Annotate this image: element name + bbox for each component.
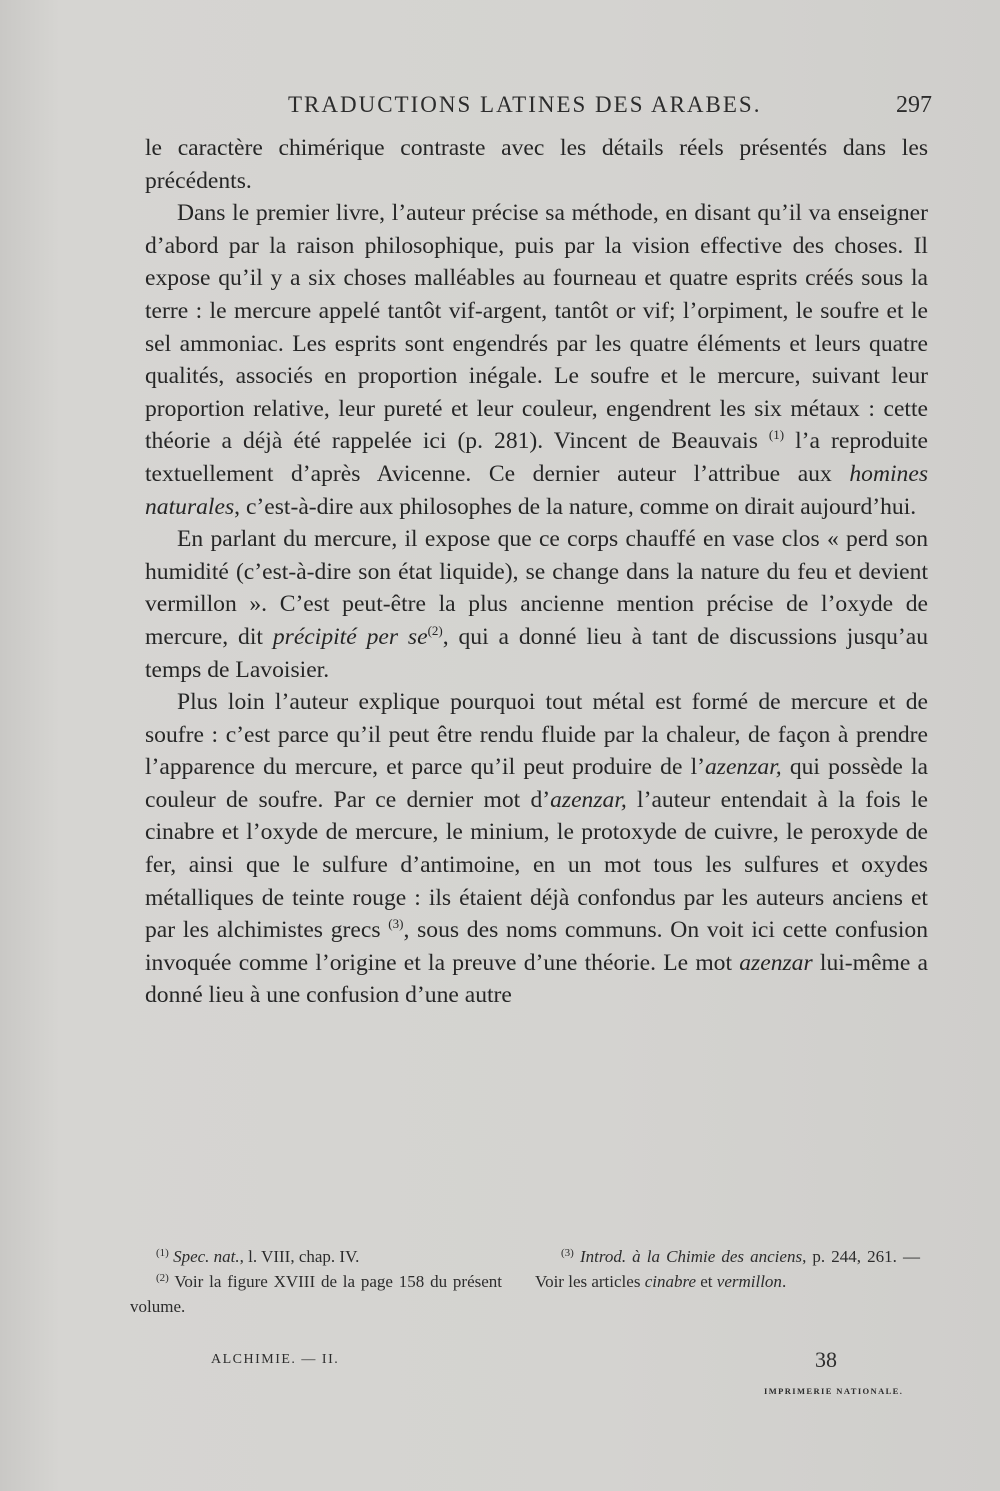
- text-run: et: [696, 1272, 717, 1291]
- paragraph: [145, 132, 928, 197]
- italic-text: homines naturales: [145, 460, 928, 520]
- text-run: , c’est-à-dire aux philosophes de la nature, comme on dirait aujourd’hui.: [234, 493, 917, 520]
- italic-text: azenzar,: [550, 786, 627, 813]
- running-title: TRADUCTIONS LATINES DES ARABES.: [288, 92, 762, 117]
- italic-text: Introd. à la Chimie des anciens: [579, 1247, 803, 1266]
- text-run: , p. 244, 261. — Voir les articles: [535, 1247, 921, 1291]
- italic-text: cinabre: [644, 1272, 696, 1291]
- text-run: Plus loin l’auteur explique pourquoi tout métal est formé de mercure et de soufre : c’est parce qu’il peut être rendu fluide par la chaleur, de façon à prendre l’apparence du mercure, et parce qu’il peut produire de l’: [145, 689, 928, 781]
- signature-mark: ALCHIMIE. — II.: [211, 1352, 340, 1367]
- paragraph: [145, 686, 928, 1012]
- text-run: Dans le premier livre, l’auteur précise sa méthode, en disant qu’il va enseigner d’abord par la raison philosophique, puis par la vision effective des choses. Il expose qu’il y a six choses malléables au fourneau et quatre esprits créés sous la terre : le mercure appelé tantôt vif-argent, tantôt or vif; l’orpiment, le soufre et le sel ammoniac. Les esprits sont engendrés par les quatre éléments et leurs quatre qualités, associés en proportion inégale. Le soufre et le mercure, suivant leur proportion relative, leur pureté et leur couleur, engendrent les six métaux : cette théorie a déjà été rappelée ici (p. 281). Vincent de Beauvais: [145, 200, 928, 455]
- footnote-ref: (3): [561, 1247, 574, 1259]
- footnote: [130, 1244, 502, 1269]
- text-run: , l. VIII, chap. IV.: [239, 1247, 360, 1266]
- text-run: le caractère chimérique contraste avec les détails réels présentés dans les précédents.: [145, 135, 928, 194]
- footnote: [130, 1269, 502, 1319]
- footnote: [535, 1244, 920, 1294]
- text-run: , sous des noms communs. On voit ici cette confusion invoquée comme l’origine et la preuve d’une théorie. Le mot: [145, 917, 928, 976]
- footnotes-right-column: [535, 1244, 920, 1294]
- footnote-ref: (2): [156, 1272, 169, 1284]
- text-run: qui possède la couleur de soufre. Par ce dernier mot d’: [145, 754, 928, 813]
- text-run: l’a reproduite textuellement d’après Avicenne. Ce dernier auteur l’attribue aux: [145, 428, 928, 487]
- italic-text: précipité per se: [272, 623, 428, 650]
- footnote-ref: (1): [768, 427, 785, 443]
- text-run: lui-même a donné lieu à une confusion d’une autre: [145, 949, 928, 1009]
- imprint-mark: IMPRIMERIE NATIONALE.: [764, 1386, 904, 1396]
- text-run: Voir la figure XVIII de la page 158 du présent volume.: [130, 1272, 502, 1316]
- running-header: [140, 92, 932, 128]
- body-text: [145, 132, 928, 1012]
- text-run: l’auteur entendait à la fois le cinabre et l’oxyde de mercure, le minium, le protoxyde de cuivre, le peroxyde de fer, ainsi que le sulfure d’antimoine, en un mot tous les sulfures et oxydes métalliques de teinte rouge : ils étaient déjà confondus par les auteurs anciens et par les alchimistes grecs: [145, 786, 928, 944]
- footnotes-left-column: [130, 1244, 502, 1319]
- italic-text: Spec. nat.: [173, 1247, 240, 1266]
- text-run: En parlant du mercure, il expose que ce corps chauffé en vase clos « perd son humidité (c’est-à-dire son état liquide), se change dans la nature du feu et devient vermillon ». C’est peut-être la plus ancienne mention précise de l’oxyde de mercure, dit: [145, 526, 928, 650]
- text-run: , qui a donné lieu à tant de discussions jusqu’au temps de Lavoisier.: [145, 623, 929, 683]
- footnote-ref: (2): [427, 622, 443, 638]
- paragraph: [145, 523, 928, 686]
- text-run: .: [781, 1272, 787, 1291]
- italic-text: azenzar,: [704, 754, 782, 781]
- paragraph: [145, 197, 928, 523]
- signature-number: 38: [815, 1347, 837, 1372]
- italic-text: azenzar: [739, 949, 813, 976]
- italic-text: vermillon: [716, 1272, 782, 1291]
- footnote-ref: (3): [388, 916, 404, 932]
- footnote-ref: (1): [156, 1247, 169, 1259]
- page-number: 297: [896, 92, 932, 118]
